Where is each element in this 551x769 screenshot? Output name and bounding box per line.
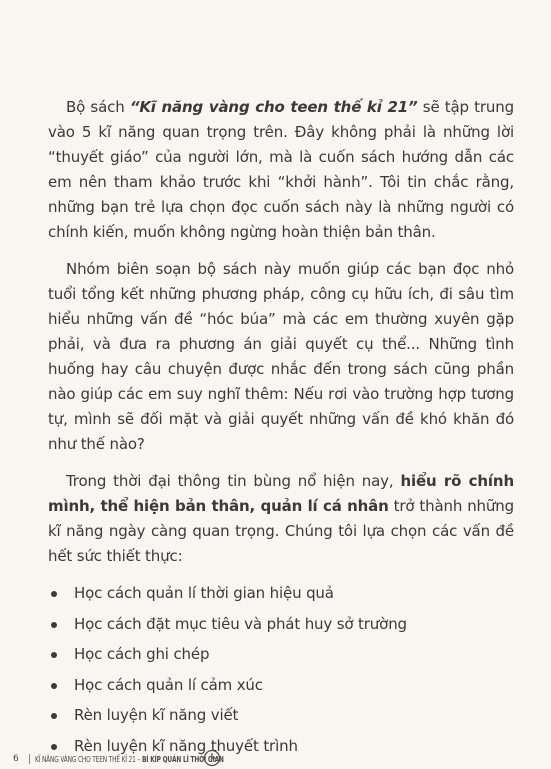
body-text [48, 95, 514, 764]
paragraph-purpose: Nhóm biên soạn bộ sách này muốn giúp các bạn đọc nhỏ tuổi tổng kết những phương pháp, công cụ hữu ích, đi sâu tìm hiểu những vấn đề “hóc búa” mà các em thường xuyên gặp phải, và đưa ra phương án giải quyết cụ thể... Những tình huống hay câu chuyện được nhắc đến trong sách cũng phần nào giúp các em suy nghĩ thêm: Nếu rơi vào trường hợp tương tự, mình sẽ đối mặt và giải quyết những vấn đề khó khăn đó như thế nào? [48, 260, 514, 453]
clock-icon [203, 749, 221, 767]
paragraph-intro-after: sẽ tập trung vào 5 kĩ năng quan trọng trên. Đây không phải là những lời “thuyết giáo” của người lớn, mà là cuốn sách hướng dẫn các em nên tham khảo trước khi “khởi hành”. Tôi tin chắc rằng, những bạn trẻ lựa chọn đọc cuốn sách này là những người có chính kiến, muốn không ngừng hoàn thiện bản thân. [48, 98, 514, 241]
bullet-icon [51, 713, 57, 719]
list-item [48, 581, 514, 612]
list-item [48, 673, 514, 704]
paragraph-intro [48, 95, 514, 245]
skills-list [48, 581, 514, 764]
footer-divider [29, 754, 30, 764]
paragraph-intro-before: Bộ sách [66, 98, 130, 116]
bullet-icon [51, 591, 57, 597]
list-item-label: Rèn luyện kĩ năng viết [74, 706, 239, 724]
list-item-label: Học cách ghi chép [74, 645, 210, 663]
book-title: “Kĩ năng vàng cho teen thế kỉ 21” [129, 98, 418, 116]
list-item-label: Học cách đặt mục tiêu và phát huy sở trường [74, 614, 407, 633]
page-number: 6 [13, 754, 19, 764]
paragraph-skills-before: Trong thời đại thông tin bùng nổ hiện nay, [66, 472, 401, 490]
bullet-icon [51, 683, 57, 689]
list-item-label: Rèn luyện kĩ năng thuyết trình [74, 736, 298, 755]
bullet-icon [51, 744, 57, 750]
list-item-label: Học cách quản lí cảm xúc [74, 675, 263, 694]
list-item [48, 642, 514, 673]
bullet-icon [51, 652, 57, 658]
list-item [48, 612, 514, 643]
footer-title: BÍ KÍP QUẢN LÍ THỜI GIAN [141, 754, 224, 764]
paragraph-skills [48, 469, 514, 569]
list-item [48, 703, 514, 734]
list-item-label: Học cách quản lí thời gian hiệu quả [74, 584, 334, 602]
bullet-icon [51, 622, 57, 628]
skills-emphasis: hiểu rõ chính mình, thể hiện bản thân, quản lí cá nhân [48, 472, 514, 515]
paragraph-skills-after: trở thành những kĩ năng ngày càng quan trọng. Chúng tôi lựa chọn các vấn đề hết sức thiết thực: [48, 497, 514, 565]
footer-series: KĨ NĂNG VÀNG CHO TEEN THẾ KỈ 21 – [34, 754, 140, 764]
